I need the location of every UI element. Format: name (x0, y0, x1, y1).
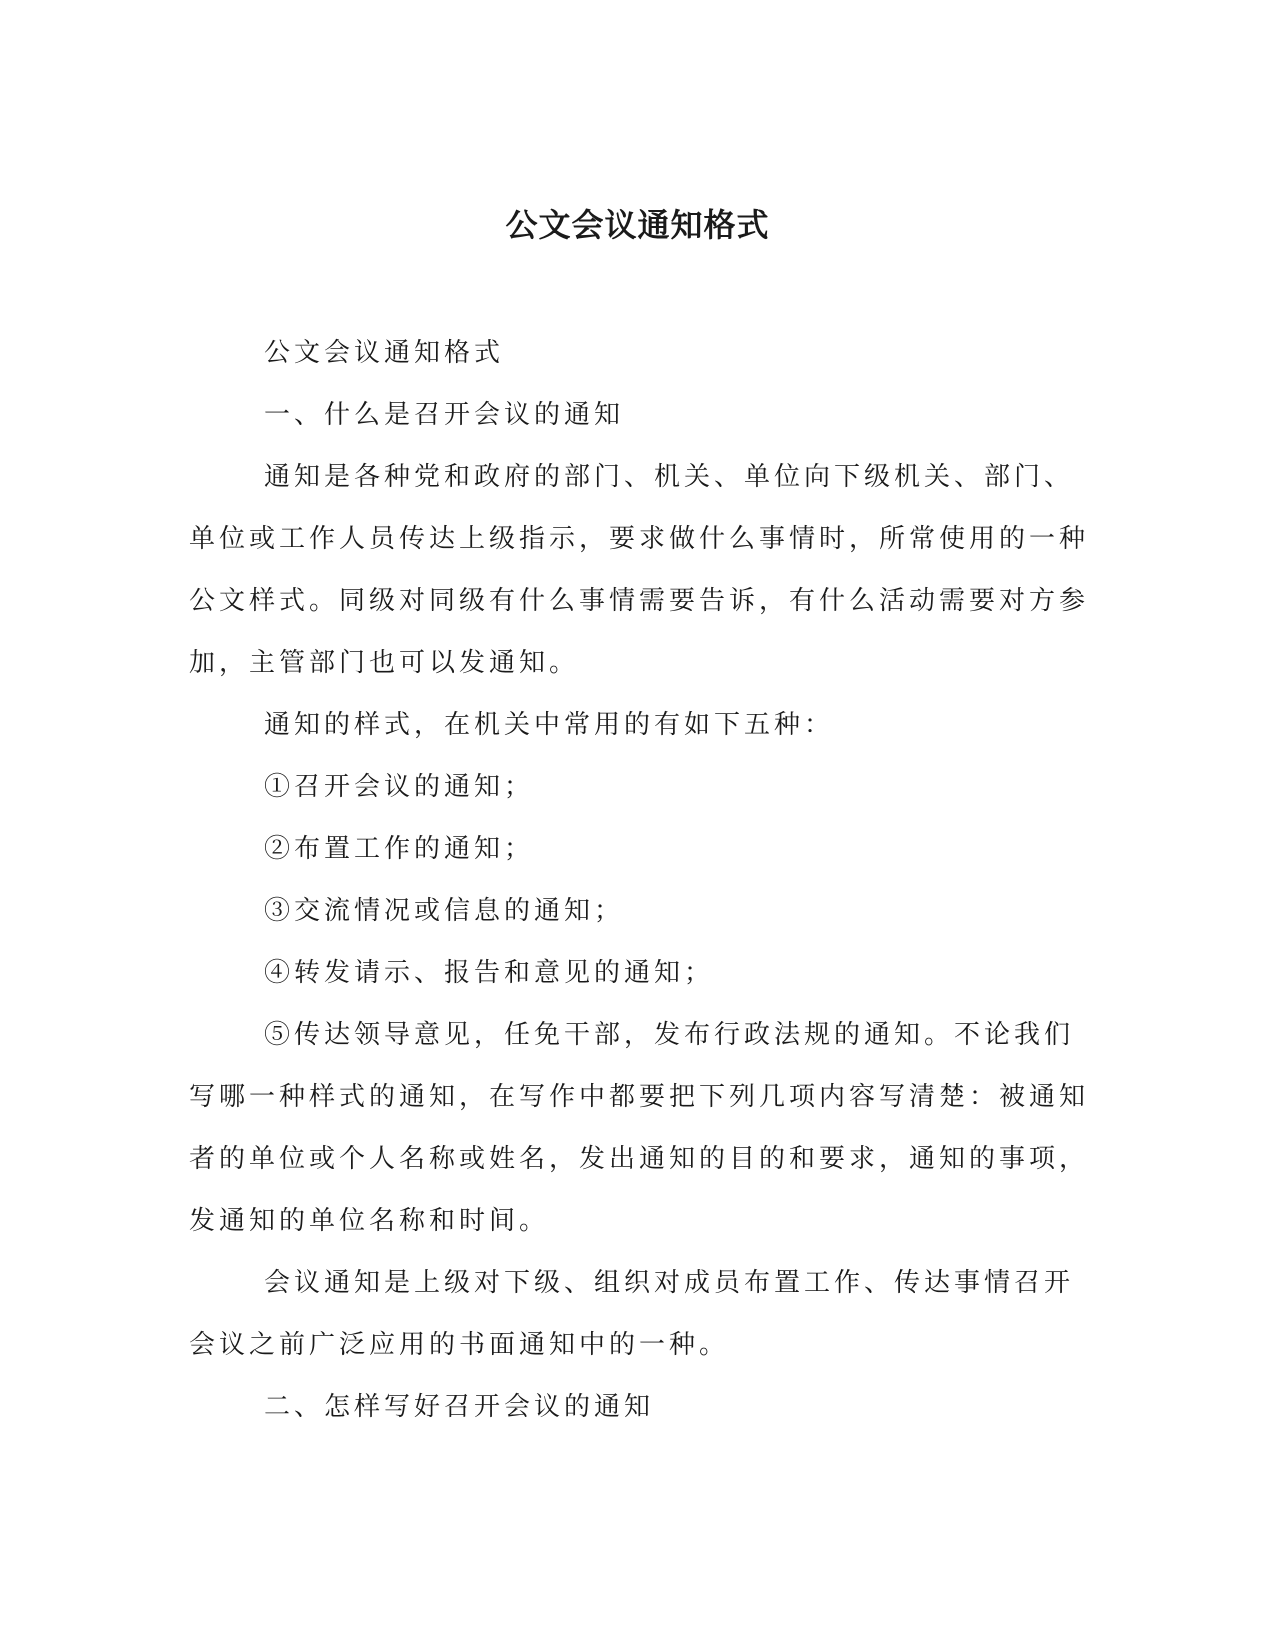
list-item-5: ⑤传达领导意见，任免干部，发布行政法规的通知。不论我们写哪一种样式的通知，在写作中都要把下列几项内容写清楚：被通知者的单位或个人名称或姓名，发出通知的目的和要求，通知的事项，发通知的单位名称和时间。 (189, 1020, 1090, 1236)
section-heading-2: 二、怎样写好召开会议的通知 (264, 1392, 655, 1422)
document-title: 公文会议通知格式 (505, 206, 770, 244)
paragraph-subtitle: 公文会议通知格式 (264, 338, 505, 368)
paragraph-meeting-notice: 会议通知是上级对下级、组织对成员布置工作、传达事情召开会议之前广泛应用的书面通知中的一种。 (189, 1268, 1075, 1360)
paragraph-types-intro: 通知的样式，在机关中常用的有如下五种： (264, 710, 835, 740)
list-item-2: ②布置工作的通知； (264, 834, 535, 864)
list-item-4: ④转发请示、报告和意见的通知； (264, 958, 715, 988)
section-heading-1: 一、什么是召开会议的通知 (264, 400, 625, 430)
list-item-3: ③交流情况或信息的通知； (264, 896, 625, 926)
paragraph-definition: 通知是各种党和政府的部门、机关、单位向下级机关、部门、单位或工作人员传达上级指示，要求做什么事情时，所常使用的一种公文样式。同级对同级有什么事情需要告诉，有什么活动需要对方参加，主管部门也可以发通知。 (189, 462, 1090, 678)
list-item-1: ①召开会议的通知； (264, 772, 535, 802)
document-body (189, 322, 1089, 1438)
